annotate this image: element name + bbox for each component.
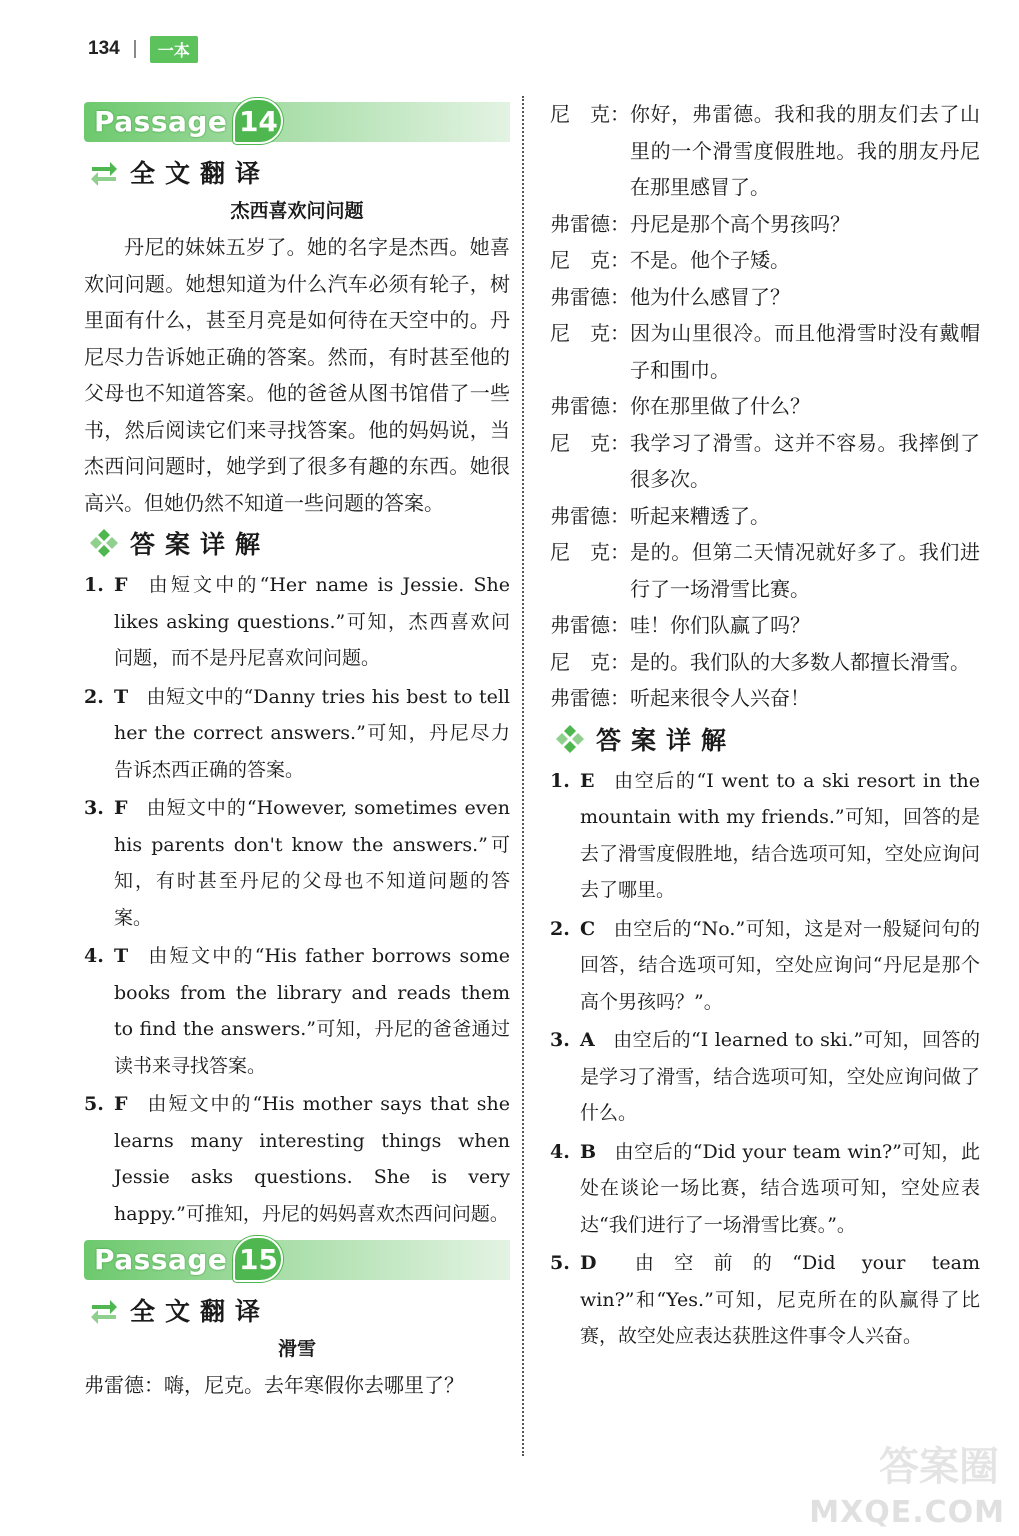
dialogue-speaker: 弗雷德：	[550, 284, 630, 309]
dialogue-text: 听起来糟透了。	[630, 503, 770, 528]
dialogue-line	[550, 607, 980, 644]
answer-number: 1.	[84, 574, 104, 596]
answer-number: 3.	[550, 1029, 570, 1051]
dialogue-text: 因为山里很冷。而且他滑雪时没有戴帽子和围巾。	[630, 321, 980, 382]
dialogue-line	[550, 388, 980, 425]
section-title: 全文翻译	[130, 159, 271, 188]
answer-explanation: 由短文中的“However, sometimes even his parents don't know the answers.”可知，有时甚至丹尼的父母也不知道问题的答案。	[114, 797, 510, 929]
answer-list	[550, 763, 980, 1355]
answer-number: 2.	[84, 685, 104, 708]
answers-heading	[556, 719, 980, 759]
answer-explanation: 由空前的“Did your team win?”和“Yes.”可知，尼克所在的队赢得了比赛，故空处应表达获胜这件事令人兴奋。	[580, 1252, 980, 1347]
answer-key: F	[114, 1093, 128, 1115]
answer-key: B	[580, 1140, 597, 1163]
answer-item	[84, 790, 510, 936]
dialogue-text: 嗨，尼克。去年寒假你去哪里了？	[164, 1373, 464, 1397]
answer-key: A	[580, 1029, 595, 1051]
dialogue-line	[84, 1367, 510, 1404]
answer-explanation: 由短文中的“Her name is Jessie. She likes asking questions.”可知，杰西喜欢问问题，而不是丹尼喜欢问问题。	[114, 574, 510, 669]
diamond-cluster-icon	[90, 529, 118, 557]
dialogue-text: 听起来很令人兴奋！	[630, 686, 810, 710]
dialogue-text: 你好，弗雷德。我和我的朋友们去了山里的一个滑雪度假胜地。我的朋友丹尼在那里感冒了。	[630, 102, 980, 199]
dialogue-text: 是的。但第二天情况就好多了。我们进行了一场滑雪比赛。	[630, 540, 980, 601]
dialogue	[550, 96, 980, 717]
answer-key: T	[114, 945, 129, 967]
answer-item	[84, 938, 510, 1084]
dialogue-speaker: 弗雷德：	[84, 1373, 164, 1397]
answer-item	[550, 911, 980, 1021]
translation-heading	[90, 1290, 510, 1330]
dialogue-speaker: 尼 克：	[550, 321, 630, 345]
passage-14-banner	[84, 96, 510, 146]
answer-explanation: 由短文中的“His mother says that she learns many interesting things when Jessie asks questions. She is very happy.”可推知，丹尼的妈妈喜欢杰西问问题。	[114, 1093, 510, 1225]
dialogue-text: 是的。我们队的大多数人都擅长滑雪。	[630, 649, 970, 674]
watermark	[809, 1440, 1011, 1536]
answer-key: F	[114, 574, 128, 596]
answer-number: 4.	[550, 1140, 570, 1163]
answer-number: 5.	[84, 1093, 104, 1115]
dialogue-speaker: 弗雷德：	[550, 686, 630, 710]
header-divider	[134, 40, 136, 58]
answer-item	[550, 763, 980, 909]
answer-number: 1.	[550, 769, 570, 792]
dialogue-speaker: 尼 克：	[550, 540, 630, 564]
passage-15-banner	[84, 1234, 510, 1284]
dialogue-line	[550, 279, 980, 316]
answer-key: D	[580, 1252, 597, 1274]
brand-logo: 一本	[150, 36, 198, 63]
answer-explanation: 由短文中的“His father borrows some books from the library and reads them to find the answers.”可知，丹尼的爸爸通过读书来寻找答案。	[114, 945, 510, 1077]
story-title: 滑雪	[277, 1338, 316, 1360]
dialogue-text: 不是。他个子矮。	[630, 248, 790, 272]
passage-label: Passage	[94, 104, 228, 138]
answer-explanation: 由空后的“I learned to ski.”可知，回答的是学习了滑雪，结合选项可知，空处应询问做了什么。	[580, 1029, 980, 1124]
dialogue-line	[550, 315, 980, 388]
dialogue-text: 丹尼是那个高个男孩吗？	[630, 211, 850, 236]
answer-key: T	[114, 685, 129, 708]
answer-key: C	[580, 917, 596, 940]
dialogue-speaker: 弗雷德：	[550, 211, 630, 236]
dialogue-line	[550, 206, 980, 243]
answers-heading	[90, 523, 510, 563]
dialogue-line	[550, 644, 980, 681]
answer-key: F	[114, 797, 128, 819]
story-title: 杰西喜欢问问题	[230, 200, 364, 222]
answer-number: 4.	[84, 945, 104, 967]
answer-item	[84, 679, 510, 789]
dialogue-speaker: 尼 克：	[550, 430, 630, 455]
answer-explanation: 由空后的“No.”可知，这是对一般疑问句的回答，结合选项可知，空处应询问“丹尼是那个高个男孩吗？”。	[580, 917, 980, 1013]
dialogue-line	[550, 534, 980, 607]
passage-label: Passage	[94, 1242, 228, 1276]
answer-number: 5.	[550, 1252, 570, 1274]
answer-item	[84, 567, 510, 677]
dialogue-line	[550, 425, 980, 498]
answer-number: 2.	[550, 917, 570, 940]
watermark-logo: 答案圈	[879, 1444, 999, 1490]
dialogue-speaker: 尼 克：	[550, 649, 630, 674]
section-title: 答案详解	[130, 530, 271, 559]
section-title: 答案详解	[596, 725, 737, 755]
dialogue-text: 他为什么感冒了？	[630, 284, 790, 309]
story-paragraph: 丹尼的妹妹五岁了。她的名字是杰西。她喜欢问问题。她想知道为什么汽车必须有轮子，树里面有什么，甚至月亮是如何待在天空中的。丹尼尽力告诉她正确的答案。然而，有时甚至他的父母也不知道答案。他的爸爸从图书馆借了一些书，然后阅读它们来寻找答案。他的妈妈说，当杰西问问题时，她学到了很多有趣的东西。她很高兴。但她仍然不知道一些问题的答案。	[84, 235, 510, 515]
dialogue-line	[550, 498, 980, 535]
dialogue-line	[550, 96, 980, 206]
dialogue-speaker: 弗雷德：	[550, 394, 630, 418]
answer-explanation: 由短文中的“Danny tries his best to tell her the correct answers.”可知，丹尼尽力告诉杰西正确的答案。	[114, 685, 510, 781]
dialogue-speaker: 弗雷德：	[550, 613, 630, 637]
right-column	[550, 96, 980, 1357]
translation-heading	[90, 152, 510, 192]
swap-arrows-icon	[90, 1296, 118, 1324]
page-number: 134	[88, 38, 120, 59]
answer-item	[550, 1245, 980, 1355]
dialogue-text: 哇！你们队赢了吗？	[630, 613, 810, 637]
diamond-cluster-icon	[556, 725, 584, 753]
left-column	[84, 96, 510, 1404]
column-divider	[522, 96, 524, 1456]
answer-item	[550, 1022, 980, 1132]
answer-list	[84, 567, 510, 1232]
dialogue-speaker: 尼 克：	[550, 248, 630, 272]
dialogue-line	[550, 242, 980, 279]
answer-item	[84, 1086, 510, 1232]
dialogue-speaker: 弗雷德：	[550, 503, 630, 528]
dialogue-text: 你在那里做了什么？	[630, 394, 810, 418]
answer-number: 3.	[84, 797, 104, 819]
answer-explanation: 由空后的“I went to a ski resort in the mountain with my friends.”可知，回答的是去了滑雪度假胜地，结合选项可知，空处应询问去了哪里。	[580, 769, 980, 901]
answer-item	[550, 1134, 980, 1244]
answer-explanation: 由空后的“Did your team win?”可知，此处在谈论一场比赛，结合选项可知，空处应表达“我们进行了一场滑雪比赛。”。	[580, 1140, 980, 1236]
watermark-text: MXQE.COM	[809, 1495, 1005, 1530]
dialogue-text: 我学习了滑雪。这并不容易。我摔倒了很多次。	[630, 430, 980, 491]
answer-key: E	[580, 769, 595, 792]
page-header	[88, 34, 198, 64]
passage-number: 14	[233, 98, 283, 144]
passage-number: 15	[233, 1236, 283, 1282]
section-title: 全文翻译	[130, 1297, 271, 1326]
swap-arrows-icon	[90, 158, 118, 186]
dialogue-speaker: 尼 克：	[550, 102, 630, 126]
dialogue-line	[550, 680, 980, 717]
